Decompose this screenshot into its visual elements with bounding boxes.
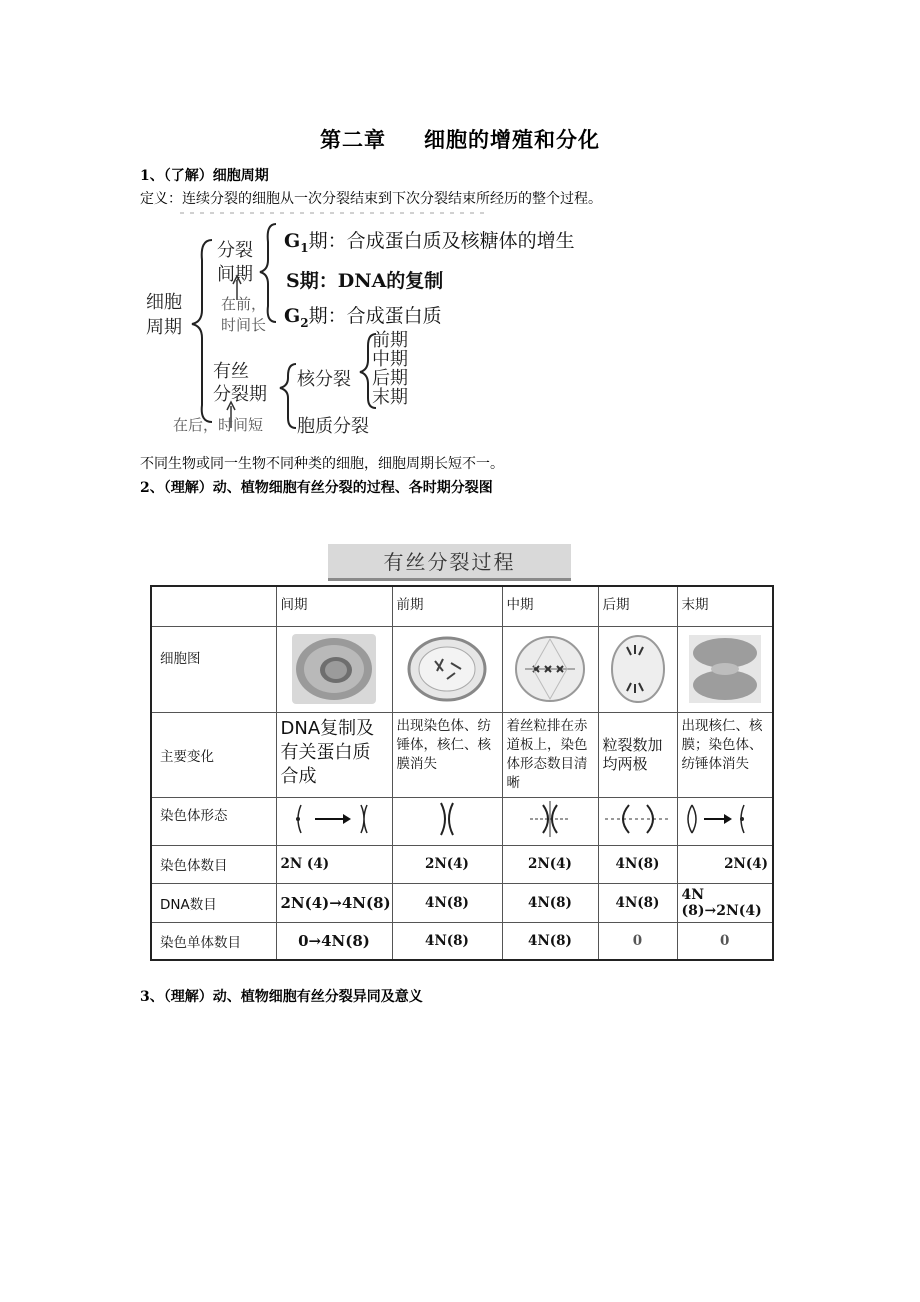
chromosome-duplicating-icon [281, 799, 381, 839]
phase-metaphase: 中期 [372, 349, 408, 370]
col-header-interphase: 间期 [276, 586, 392, 626]
change-prophase: 出现染色体、纺锤体，核仁、核膜消失 [392, 712, 502, 797]
interphase-line1: 分裂 [217, 240, 253, 261]
cell-cycle-root-line2: 周期 [146, 317, 182, 338]
g2-phase: $G_2$期：合成蛋白质 [284, 305, 442, 330]
page-title [0, 124, 920, 154]
dna-count-telophase: 4N (8)→2N(4) [677, 883, 773, 922]
table-header-row [151, 586, 773, 626]
chromatid-count-anaphase: 0 [598, 922, 677, 960]
mitosis-line2: 分裂期 [213, 384, 267, 405]
col-header-prophase: 前期 [392, 586, 502, 626]
chromatid-count-interphase: 0→4N(8) [276, 922, 392, 960]
telophase-cell-illustration [687, 633, 763, 705]
x-chromosome-spindle-icon [528, 799, 572, 839]
interphase-cell-illustration [290, 632, 378, 706]
dna-count-metaphase: 4N(8) [502, 883, 598, 922]
cell-image-interphase [276, 626, 392, 712]
header-corner [151, 586, 276, 626]
dna-count-prophase: 4N(8) [392, 883, 502, 922]
mitosis-table [150, 585, 774, 961]
table-row-chromosome-count [151, 845, 773, 883]
row-label-dna-count: DNA数目 [151, 883, 276, 922]
metaphase-cell-illustration [511, 633, 589, 705]
chapter-number: 第二章 [320, 127, 386, 152]
chromosome-count-prophase: 2N(4) [392, 845, 502, 883]
dna-count-interphase: 2N(4)→4N(8) [276, 883, 392, 922]
chromosome-decondensing-icon [682, 799, 762, 839]
shape-prophase [392, 797, 502, 845]
interphase-note-line2: 时间长 [221, 316, 267, 334]
phase-prophase: 前期 [372, 330, 408, 351]
g1-phase: $G_1$期：合成蛋白质及核糖体的增生 [284, 230, 575, 255]
table-row-changes [151, 712, 773, 797]
mitosis-line1: 有丝 [213, 361, 249, 382]
section-3-heading: 3、（理解）动、植物细胞有丝分裂异同及意义 [140, 989, 423, 1005]
cell-image-metaphase [502, 626, 598, 712]
col-header-telophase: 末期 [677, 586, 773, 626]
interphase-line2: 间期 [217, 264, 253, 285]
interphase-note-line1: 在前， [221, 295, 267, 313]
mitosis-table-banner: 有丝分裂过程 [328, 544, 571, 581]
row-label-changes: 主要变化 [151, 712, 276, 797]
prophase-cell-illustration [405, 633, 489, 705]
row-label-chromosome-shape: 染色体形态 [151, 797, 276, 845]
chromatid-count-telophase: 0 [677, 922, 773, 960]
shape-anaphase [598, 797, 677, 845]
phase-list [372, 331, 408, 407]
x-chromosome-icon [432, 799, 462, 839]
shape-telophase [677, 797, 773, 845]
table-row-chromosome-shape [151, 797, 773, 845]
cell-cycle-definition: 定义：连续分裂的细胞从一次分裂结束到下次分裂结束所经历的整个过程。 [140, 191, 602, 207]
row-label-cell-image: 细胞图 [151, 626, 276, 712]
chromosome-count-telophase: 2N(4) [677, 845, 773, 883]
karyokinesis: 核分裂 [297, 369, 351, 390]
chromatid-count-metaphase: 4N(8) [502, 922, 598, 960]
chromosome-count-anaphase: 4N(8) [598, 845, 677, 883]
cell-cycle-note: 不同生物或同一生物不同种类的细胞，细胞周期长短不一。 [140, 456, 504, 472]
table-row-dna-count [151, 883, 773, 922]
change-anaphase: 粒裂数加均两极 [598, 712, 677, 797]
chapter-name: 细胞的增殖和分化 [424, 127, 600, 152]
section-2-heading: 2、（理解）动、植物细胞有丝分裂的过程、各时期分裂图 [140, 480, 493, 496]
table-row-chromatid-count [151, 922, 773, 960]
row-label-chromosome-count: 染色体数目 [151, 845, 276, 883]
chromosome-count-interphase: 2N (4) [276, 845, 392, 883]
col-header-anaphase: 后期 [598, 586, 677, 626]
phase-anaphase: 后期 [372, 368, 408, 389]
cell-image-prophase [392, 626, 502, 712]
cytokinesis: 胞质分裂 [297, 416, 369, 437]
s-phase: S期：DNA的复制 [286, 270, 444, 292]
change-metaphase: 着丝粒排在赤道板上，染色体形态数目清晰 [502, 712, 598, 797]
cell-image-telophase [677, 626, 773, 712]
shape-interphase [276, 797, 392, 845]
separating-chromatids-icon [603, 799, 673, 839]
change-interphase: DNA复制及有关蛋白质合成 [276, 712, 392, 797]
chromatid-count-prophase: 4N(8) [392, 922, 502, 960]
cell-image-anaphase [598, 626, 677, 712]
col-header-metaphase: 中期 [502, 586, 598, 626]
change-telophase: 出现核仁、核膜；染色体、纺锤体消失 [677, 712, 773, 797]
cell-cycle-root-line1: 细胞 [146, 292, 182, 313]
anaphase-cell-illustration [607, 633, 669, 705]
phase-telophase: 末期 [372, 387, 408, 408]
dna-count-anaphase: 4N(8) [598, 883, 677, 922]
mitosis-note: 在后，时间短 [173, 416, 264, 434]
table-row-cell-image [151, 626, 773, 712]
shape-metaphase [502, 797, 598, 845]
row-label-chromatid-count: 染色单体数目 [151, 922, 276, 960]
section-1-heading: 1、（了解）细胞周期 [140, 168, 269, 184]
chromosome-count-metaphase: 2N(4) [502, 845, 598, 883]
